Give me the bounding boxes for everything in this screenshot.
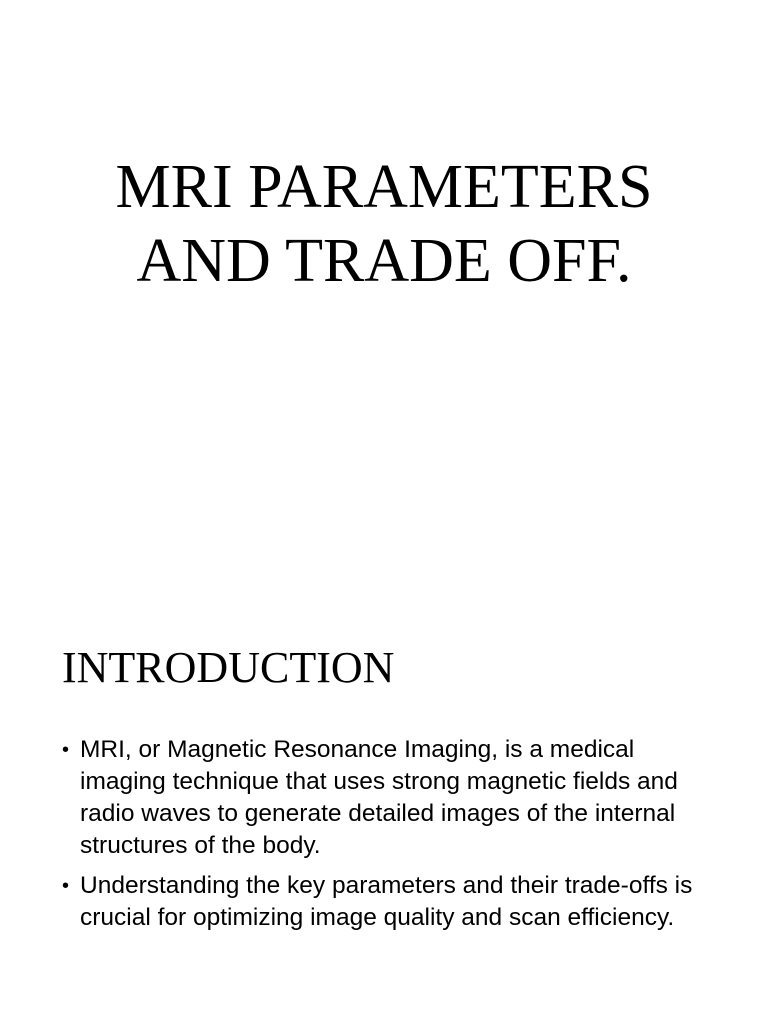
section-heading: INTRODUCTION [62, 643, 395, 692]
slide-title [0, 150, 768, 298]
bullet-text: MRI, or Magnetic Resonance Imaging, is a medical imaging technique that uses strong magnetic fields and radio waves to generate detailed images of the internal structures of the body. [80, 736, 678, 859]
introduction-slide [0, 512, 768, 1024]
bullet-item [62, 734, 712, 862]
bullet-item [62, 870, 712, 934]
bullet-text: Understanding the key parameters and their trade-offs is crucial for optimizing image quality and scan efficiency. [80, 872, 693, 931]
bullet-marker-icon: • [62, 739, 70, 761]
slide-title-line-2: AND TRADE OFF. [136, 227, 632, 295]
bullet-marker-icon: • [62, 875, 70, 897]
bullet-list [62, 734, 712, 942]
slide-title-line-1: MRI PARAMETERS [115, 153, 653, 221]
